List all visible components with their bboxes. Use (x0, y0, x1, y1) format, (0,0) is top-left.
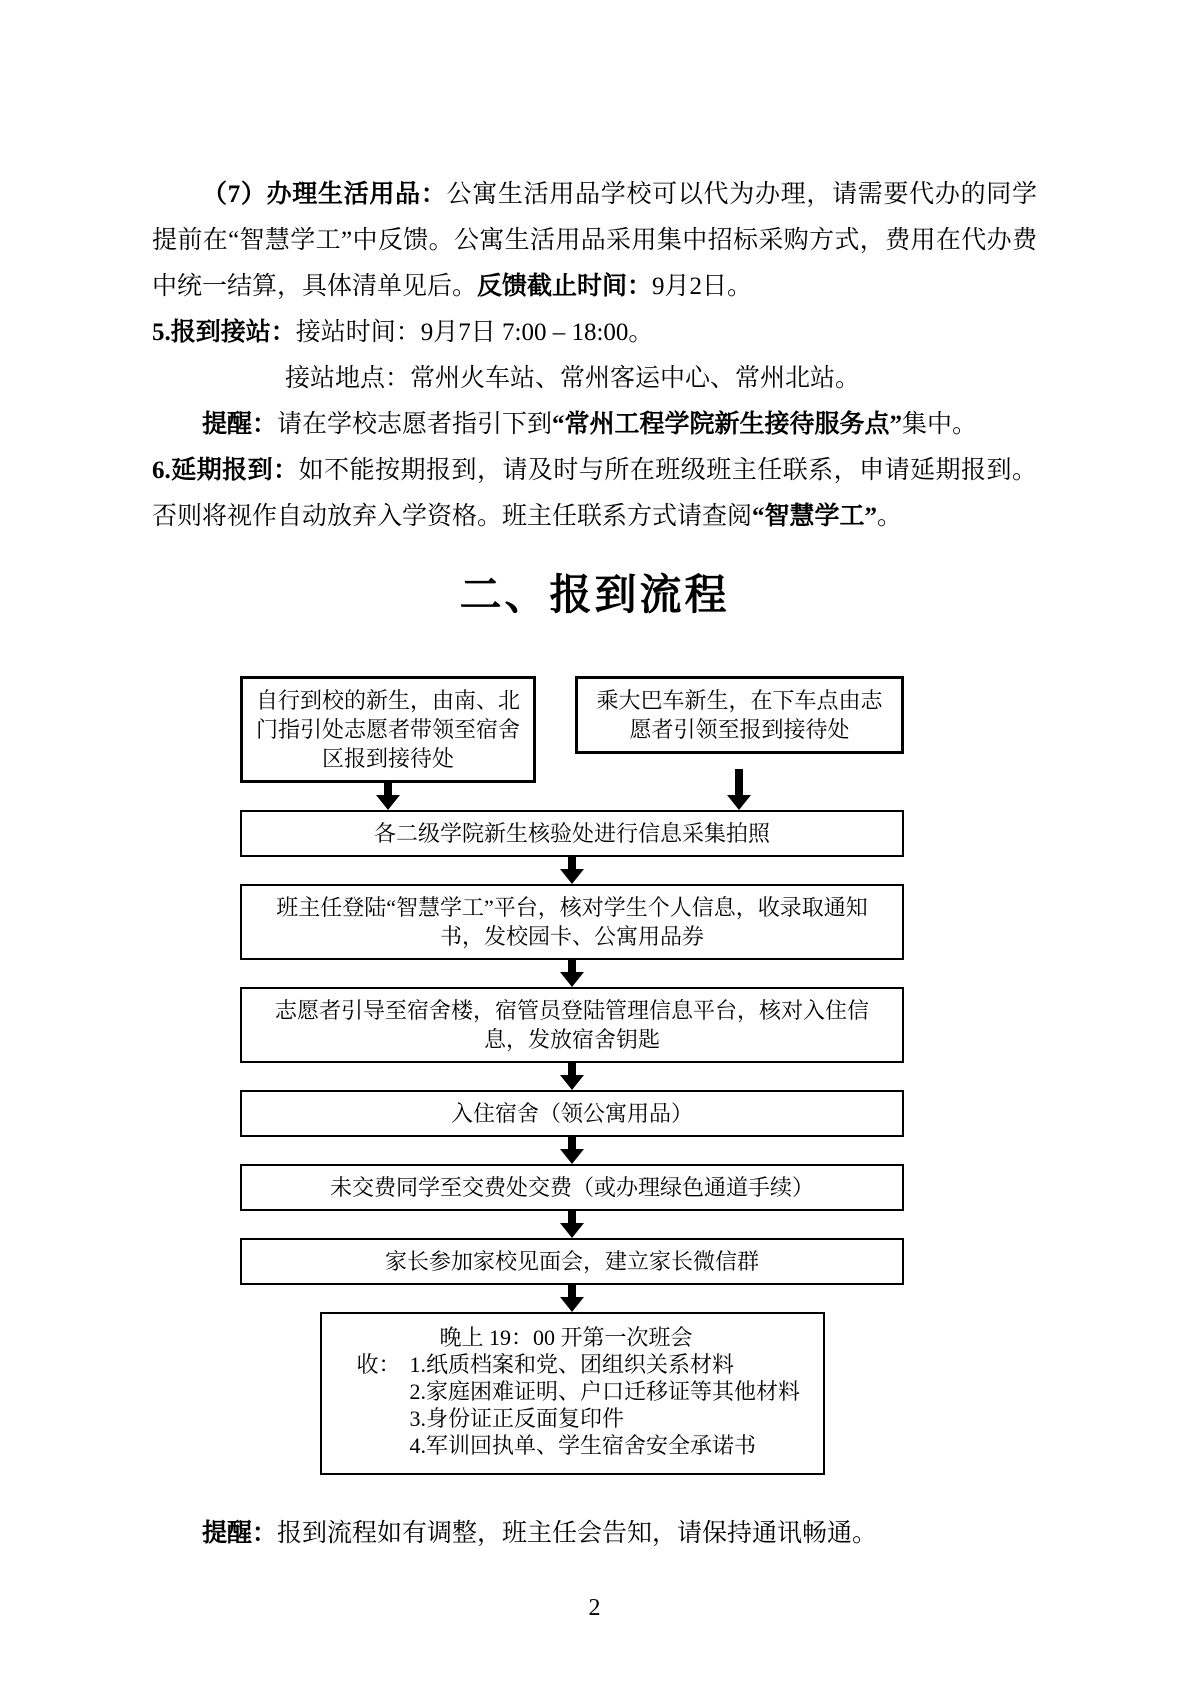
paragraph-footer-note (152, 1511, 1037, 1557)
living-supplies-label: （7）办理生活用品： (202, 181, 447, 208)
flowchart-arrow-row (240, 1137, 904, 1164)
paragraph-reminder (152, 402, 1037, 448)
flow-box-self-arrival: 自行到校的新生，由南、北门指引处志愿者带领至宿舍区报到接待处 (240, 676, 536, 783)
class-meeting-title: 晚上 19：00 开第一次班会 (439, 1325, 693, 1350)
postpone-highlight: “智慧学工” (752, 503, 878, 530)
collect-label: 收： (356, 1352, 401, 1377)
registration-flowchart (240, 676, 904, 1475)
feedback-deadline-text: 9月2日。 (652, 273, 753, 300)
flowchart-arrow-row (240, 1285, 904, 1312)
footer-note-text: 报到流程如有调整，班主任会告知，请保持通讯畅通。 (277, 1520, 878, 1547)
down-arrow-icon (560, 1285, 584, 1312)
reminder-label: 提醒： (202, 411, 278, 438)
down-arrow-icon (560, 1137, 584, 1164)
collect-item-1: 1.纸质档案和党、团组织关系材料 (409, 1352, 735, 1377)
section-title: 二、报到流程 (459, 571, 730, 618)
footer-note-label: 提醒： (202, 1520, 278, 1547)
flow-box-move-in: 入住宿舍（领公寓用品） (240, 1090, 904, 1137)
paragraph-station-pickup (152, 310, 1037, 356)
class-meeting-collect-row (322, 1351, 811, 1378)
living-supplies-text: 公寓生活用品学校可以代为办理，请需要代办的同学提前在“智慧学工”中反馈。公寓生活用品采用集中招标采购方式，费用在代办费中统一结算，具体清单见后。 (152, 181, 1037, 300)
postpone-text-1: 如不能按期报到，请及时与所在班级班主任联系，申请延期报到。否则将视作自动放弃入学资格。班主任联系方式请查阅 (152, 457, 1037, 530)
flowchart-arrow-row (240, 1063, 904, 1090)
reminder-highlight: “常州工程学院新生接待服务点” (552, 411, 903, 438)
flow-box-parent-meeting: 家长参加家校见面会，建立家长微信群 (240, 1238, 904, 1285)
reminder-text-1: 请在学校志愿者指引下到 (277, 411, 553, 438)
station-pickup-label: 5.报到接站： (152, 319, 296, 346)
flow-box-first-class-meeting (320, 1312, 825, 1475)
feedback-deadline-label: 反馈截止时间： (477, 273, 653, 300)
flowchart-arrow-row (240, 960, 904, 987)
reminder-text-2: 集中。 (902, 411, 978, 438)
collect-item-3: 3.身份证正反面复印件 (409, 1406, 625, 1431)
down-arrow-icon (560, 1063, 584, 1090)
paragraph-living-supplies (152, 172, 1037, 310)
flowchart-arrow-row (240, 857, 904, 884)
down-arrow-icon (376, 783, 400, 810)
flow-box-info-collection: 各二级学院新生核验处进行信息采集拍照 (240, 810, 904, 857)
flow-box-bus-arrival: 乘大巴车新生，在下车点由志愿者引领至报到接待处 (575, 676, 904, 754)
collect-item-4: 4.军训回执单、学生宿舍安全承诺书 (409, 1433, 757, 1458)
station-pickup-time: 接站时间：9月7日 7:00 – 18:00。 (295, 319, 654, 346)
down-arrow-icon (727, 769, 751, 810)
flow-box-teacher-check: 班主任登陆“智慧学工”平台，核对学生个人信息，收录取通知书，发校园卡、公寓用品券 (240, 884, 904, 960)
flow-box-payment: 未交费同学至交费处交费（或办理绿色通道手续） (240, 1164, 904, 1211)
paragraph-postpone (152, 448, 1037, 540)
station-pickup-location: 接站地点：常州火车站、常州客运中心、常州北站。 (285, 365, 861, 392)
flowchart-arrow-row (240, 1211, 904, 1238)
down-arrow-icon (560, 1211, 584, 1238)
paragraph-station-location (152, 356, 1037, 402)
flowchart-top-row (240, 676, 904, 783)
down-arrow-icon (560, 857, 584, 884)
page-number: 2 (588, 1595, 601, 1621)
down-arrow-icon (560, 960, 584, 987)
collect-item-2: 2.家庭困难证明、户口迁移证等其他材料 (409, 1379, 801, 1404)
flow-box-dorm-desk: 志愿者引导至宿舍楼，宿管员登陆管理信息平台，核对入住信息，发放宿舍钥匙 (240, 987, 904, 1063)
postpone-text-2: 。 (877, 503, 903, 530)
flowchart-dual-arrows (240, 783, 904, 810)
postpone-label: 6.延期报到： (152, 457, 299, 484)
